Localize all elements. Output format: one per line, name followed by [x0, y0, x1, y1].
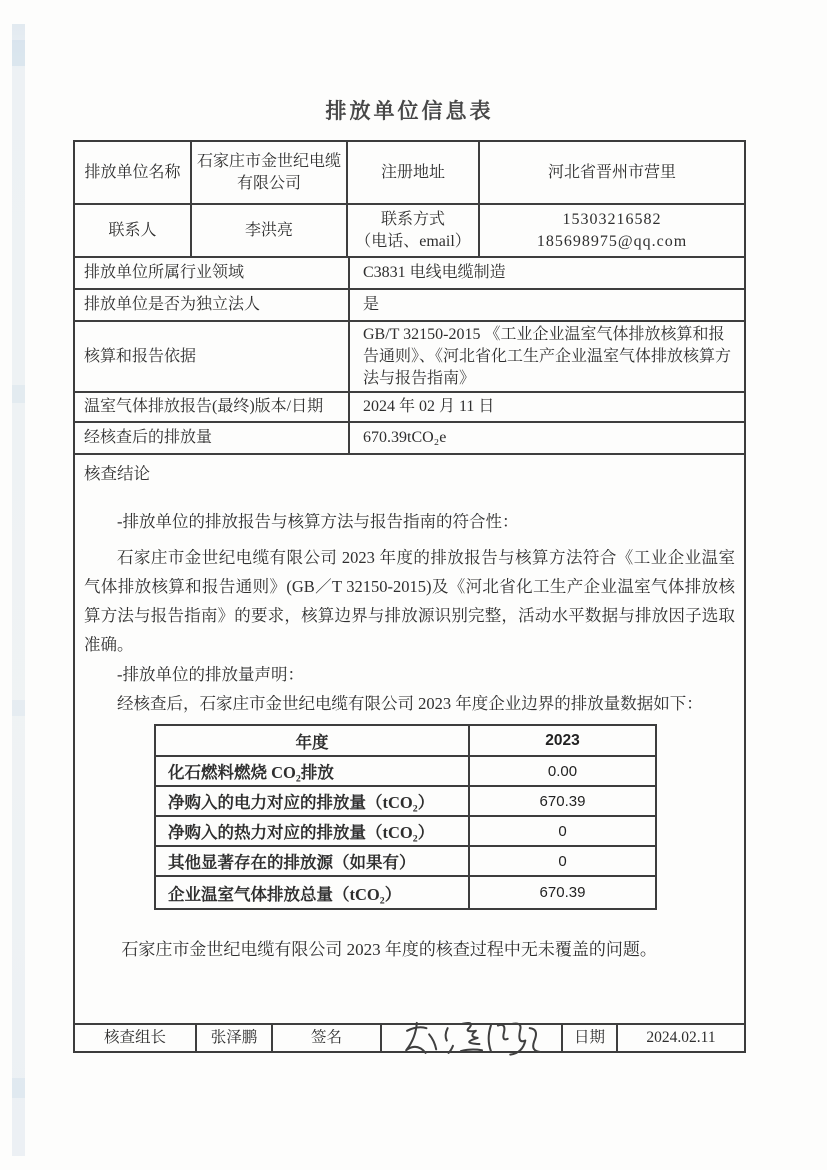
year-header: 年度 [156, 726, 470, 755]
conclusion-heading: 核查结论 [84, 464, 150, 483]
other-source-value: 0 [558, 852, 567, 870]
statement-title: -排放单位的排放量声明： [117, 665, 304, 684]
contact-method-label-line1: 联系方式 [380, 210, 445, 228]
verification-conclusion-cell [75, 455, 744, 1023]
scan-smudge [12, 1078, 25, 1098]
year-value-header: 2023 [545, 731, 580, 749]
registered-address-value: 河北省晋州市营里 [547, 163, 676, 181]
signature-row [75, 1025, 744, 1051]
table-row [75, 393, 744, 423]
statement-intro: 经核查后，石家庄市金世纪电缆有限公司 2023 年度企业边界的排放量数据如下： [117, 694, 703, 713]
sign-label: 签名 [273, 1025, 382, 1051]
electricity-emission-value: 670.39 [539, 792, 586, 810]
signature-scribble-icon [400, 1014, 550, 1060]
registered-address-label: 注册地址 [348, 142, 480, 203]
emission-unit-info-table [73, 140, 746, 1053]
closing-statement: 石家庄市金世纪电缆有限公司 2023 年度的核查过程中无未覆盖的问题。 [121, 940, 657, 959]
table-row [156, 817, 655, 847]
table-row [75, 423, 744, 455]
table-row [75, 205, 744, 258]
table-row [156, 757, 655, 787]
report-version-label: 温室气体排放报告(最终)版本/日期 [75, 393, 350, 421]
report-version-value: 2024 年 02 月 11 日 [363, 398, 495, 415]
table-row [75, 322, 744, 393]
legal-person-value: 是 [363, 296, 380, 313]
date-label: 日期 [563, 1025, 618, 1051]
heat-emission-value: 0 [558, 822, 567, 840]
page-title: 排放单位信息表 [325, 100, 494, 123]
scan-smudge [12, 40, 25, 66]
report-basis-label: 核算和报告依据 [75, 322, 350, 392]
table-row [156, 787, 655, 817]
legal-person-label: 排放单位是否为独立法人 [75, 290, 350, 320]
team-leader-name: 张泽鹏 [197, 1025, 273, 1051]
contact-phone: 15303216582 [562, 210, 662, 228]
fossil-co2-value: 0.00 [547, 762, 578, 780]
industry-value: C3831 电线电缆制造 [363, 264, 506, 281]
handwritten-signature [382, 1025, 563, 1051]
contact-method-label-line2: （电话、email） [355, 232, 471, 250]
contact-email: 185698975@qq.com [536, 232, 688, 250]
table-row [75, 142, 744, 205]
contact-method-label [348, 205, 480, 256]
other-source-label: 其他显著存在的排放源（如果有） [156, 847, 470, 875]
total-emission-label: 企业温室气体排放总量（tCO₂） [156, 877, 470, 908]
team-leader-label: 核查组长 [75, 1025, 197, 1051]
electricity-emission-label: 净购入的电力对应的排放量（tCO₂） [156, 787, 470, 815]
contact-person-value: 李洪亮 [192, 205, 348, 256]
unit-name-label: 排放单位名称 [75, 142, 192, 203]
table-row [156, 847, 655, 877]
verified-emission-label: 经核查后的排放量 [75, 423, 350, 453]
compliance-body: 石家庄市金世纪电缆有限公司 2023 年度的排放报告与核算方法符合《工业企业温室气体排放核算和报告通则》(GB／T 32150-2015)及《河北省化工生产企业温室气体排放核算方法与报告指南》的要求，核算边界与排放源识别完整，活动水平数据与排放因子选取准确。 [84, 548, 735, 654]
total-emission-value: 670.39 [539, 884, 586, 901]
scan-artifact-strip [12, 24, 25, 1156]
heat-emission-label: 净购入的热力对应的排放量（tCO₂） [156, 817, 470, 845]
date-value: 2024.02.11 [646, 1029, 716, 1046]
emission-table-header [156, 726, 655, 757]
emission-data-table [154, 724, 657, 910]
table-row [156, 877, 655, 908]
table-row [75, 258, 744, 290]
compliance-title: -排放单位的排放报告与核算方法与报告指南的符合性： [117, 512, 519, 531]
report-basis-value: GB/T 32150-2015 《工业企业温室气体排放核算和报告通则》、《河北省化工生产企业温室气体排放核算方法与报告指南》 [363, 326, 732, 387]
table-row [75, 290, 744, 322]
scan-smudge [12, 385, 25, 403]
unit-name-value: 石家庄市金世纪电缆有限公司 [192, 142, 348, 203]
table-row [75, 455, 744, 1025]
fossil-co2-label: 化石燃料燃烧 CO₂排放 [156, 757, 470, 785]
contact-person-label: 联系人 [75, 205, 192, 256]
scan-smudge [12, 700, 25, 716]
contact-method-value [480, 205, 744, 256]
verified-emission-value: 670.39tCO₂e [363, 429, 447, 446]
industry-label: 排放单位所属行业领域 [75, 258, 350, 288]
